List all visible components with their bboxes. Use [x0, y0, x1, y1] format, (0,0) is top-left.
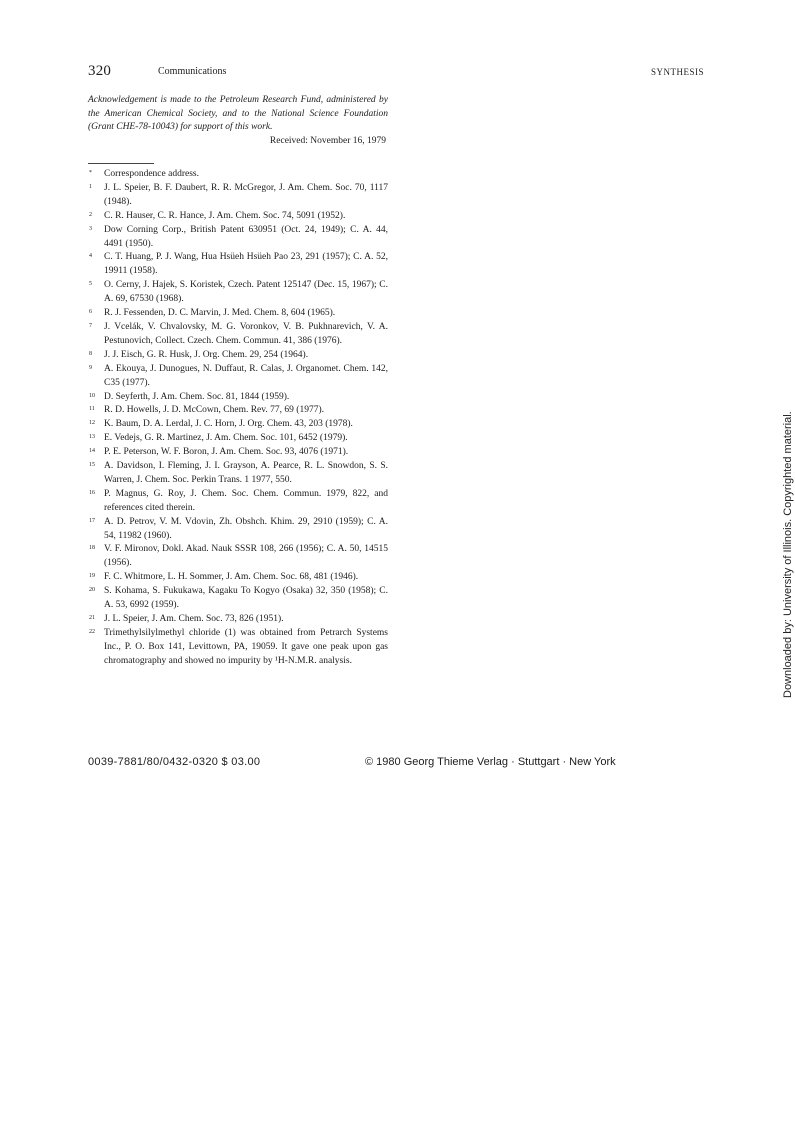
reference-number: 4	[89, 253, 92, 260]
reference-text: S. Kohama, S. Fukukawa, Kagaku To Kogyo (Osaka) 32, 350 (1958); C. A. 53, 6992 (1959).	[104, 586, 388, 611]
reference-text: A. Ekouya, J. Dunogues, N. Duffaut, R. Calas, J. Organomet. Chem. 142, C35 (1977).	[104, 363, 388, 388]
reference-item	[88, 432, 388, 446]
reference-item	[88, 321, 388, 349]
reference-item	[88, 613, 388, 627]
reference-item	[88, 516, 388, 544]
reference-text: J. J. Eisch, G. R. Husk, J. Org. Chem. 29, 254 (1964).	[104, 349, 309, 360]
footnote-divider	[88, 163, 154, 164]
reference-item	[88, 279, 388, 307]
footer-copyright: © 1980 Georg Thieme Verlag · Stuttgart · New York	[365, 756, 616, 768]
reference-number: 5	[89, 281, 92, 288]
reference-number: 20	[89, 587, 95, 594]
reference-item	[88, 404, 388, 418]
reference-number: 22	[89, 628, 95, 635]
reference-number: 19	[89, 573, 95, 580]
reference-number: 15	[89, 462, 95, 469]
reference-item	[88, 224, 388, 252]
reference-item	[88, 251, 388, 279]
reference-number: 17	[89, 517, 95, 524]
section-name: Communications	[158, 66, 227, 77]
reference-text: Dow Corning Corp., British Patent 630951 (Oct. 24, 1949); C. A. 44, 4491 (1950).	[104, 224, 388, 249]
reference-item	[88, 543, 388, 571]
reference-number: 11	[89, 406, 95, 413]
reference-text: V. F. Mironov, Dokl. Akad. Nauk SSSR 108, 266 (1956); C. A. 50, 14515 (1956).	[104, 544, 388, 569]
reference-item	[88, 210, 388, 224]
reference-number: 1	[89, 183, 92, 190]
reference-text: P. Magnus, G. Roy, J. Chem. Soc. Chem. Commun. 1979, 822, and references cited therein.	[104, 488, 388, 513]
reference-number: 10	[89, 392, 95, 399]
reference-item	[88, 460, 388, 488]
reference-text: J. Vcelák, V. Chvalovsky, M. G. Voronkov, V. B. Pukhnarevich, V. A. Pestunovich, Collect. Czech. Chem. Commun. 41, 386 (1976).	[104, 321, 388, 346]
reference-item	[88, 585, 388, 613]
reference-number: 7	[89, 322, 92, 329]
reference-number: 16	[89, 489, 95, 496]
reference-number: 3	[89, 225, 92, 232]
journal-name: SYNTHESIS	[651, 67, 705, 77]
reference-number: *	[89, 170, 92, 176]
page-number: 320	[88, 63, 112, 79]
reference-item	[88, 168, 388, 182]
reference-text: R. J. Fessenden, D. C. Marvin, J. Med. Chem. 8, 604 (1965).	[104, 308, 336, 319]
received-date: Received: November 16, 1979	[269, 136, 386, 146]
reference-text: K. Baum, D. A. Lerdal, J. C. Horn, J. Org. Chem. 43, 203 (1978).	[104, 419, 353, 430]
reference-number: 21	[89, 615, 95, 621]
reference-text: A. D. Petrov, V. M. Vdovin, Zh. Obshch. Khim. 29, 2910 (1959); C. A. 54, 11982 (1960).	[104, 516, 388, 541]
reference-text: P. E. Peterson, W. F. Boron, J. Am. Chem. Soc. 93, 4076 (1971).	[104, 447, 349, 458]
reference-text: O. Cerny, J. Hajek, S. Koristek, Czech. Patent 125147 (Dec. 15, 1967); C. A. 69, 67530 (1968).	[104, 280, 388, 305]
reference-text: Trimethylsilylmethyl chloride (1) was obtained from Petrarch Systems Inc., P. O. Box 141, Levittown, PA, 19059. It gave one peak upon gas chromatography and showed no impurity by ¹H-N.M.R. analysis.	[104, 627, 388, 666]
reference-number: 9	[89, 364, 92, 371]
footer-code: 0039-7881/80/0432-0320 $ 03.00	[88, 756, 261, 768]
reference-item	[88, 349, 388, 363]
reference-number: 18	[89, 545, 95, 552]
reference-item	[88, 418, 388, 432]
reference-number: 12	[89, 420, 95, 427]
reference-item	[88, 571, 388, 585]
reference-text: D. Seyferth, J. Am. Chem. Soc. 81, 1844 (1959).	[104, 391, 290, 402]
reference-text: R. D. Howells, J. D. McCown, Chem. Rev. 77, 69 (1977).	[104, 405, 324, 416]
reference-text: E. Vedejs, G. R. Martinez, J. Am. Chem. Soc. 101, 6452 (1979).	[104, 433, 348, 444]
reference-item	[88, 182, 388, 210]
reference-item	[88, 488, 388, 516]
reference-text: C. T. Huang, P. J. Wang, Hua Hsüeh Hsüeh Pao 23, 291 (1957); C. A. 52, 19911 (1958).	[104, 252, 388, 277]
reference-item	[88, 307, 388, 321]
reference-text: F. C. Whitmore, L. H. Sommer, J. Am. Chem. Soc. 68, 481 (1946).	[104, 572, 359, 583]
reference-number: 2	[89, 211, 92, 218]
reference-number: 6	[89, 309, 92, 316]
reference-item	[88, 391, 388, 405]
reference-item	[88, 363, 388, 391]
reference-list	[88, 168, 388, 669]
reference-number: 8	[89, 350, 92, 357]
reference-item	[88, 627, 388, 669]
reference-number: 13	[89, 434, 95, 441]
reference-text: Correspondence address.	[104, 169, 199, 179]
reference-text: C. R. Hauser, C. R. Hance, J. Am. Chem. Soc. 74, 5091 (1952).	[104, 210, 346, 221]
download-watermark: Downloaded by: University of Illinois. Copyrighted material.	[782, 411, 794, 698]
reference-item	[88, 446, 388, 460]
reference-text: J. L. Speier, J. Am. Chem. Soc. 73, 826 (1951).	[104, 614, 284, 624]
reference-text: J. L. Speier, B. F. Daubert, R. R. McGregor, J. Am. Chem. Soc. 70, 1117 (1948).	[104, 182, 388, 207]
acknowledgement: Acknowledgement is made to the Petroleum Research Fund, administered by the American Chemical Society, and to the National Science Foundation (Grant CHE-78-10043) for support of this work.	[88, 95, 388, 133]
reference-text: A. Davidson, I. Fleming, J. I. Grayson, A. Pearce, R. L. Snowdon, S. S. Warren, J. Chem. Soc. Perkin Trans. 1 1977, 550.	[104, 461, 388, 485]
reference-number: 14	[89, 448, 95, 455]
